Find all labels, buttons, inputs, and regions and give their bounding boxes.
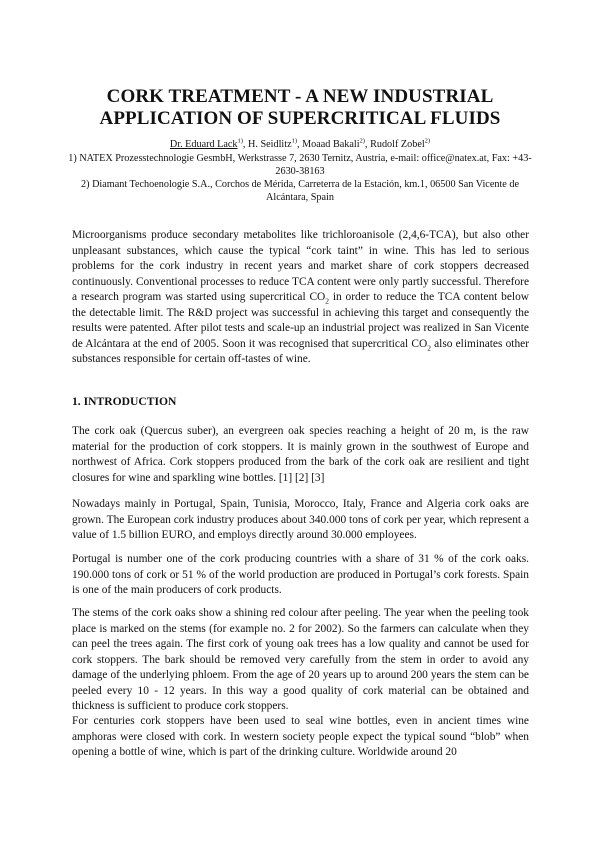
- author-2-affil: 1): [291, 137, 298, 145]
- author-4: , Rudolf Zobel: [364, 139, 425, 150]
- author-2: , H. Seidlitz: [242, 139, 292, 150]
- paper-title: [60, 86, 540, 130]
- affiliation-1: 1) NATEX Prozesstechnologie GesmbH, Werkstrasse 7, 2630 Ternitz, Austria, e-mail: office@natex.at, Fax: +43-2630-38163: [68, 153, 532, 177]
- intro-paragraph-5: For centuries cork stoppers have been used to seal wine bottles, even in ancient times wine amphoras were closed with cork. In western society people expect the typical sound “blob” when opening a bottle of wine, which is part of the drinking culture. Worldwide around 20: [72, 715, 529, 758]
- author-3-affil: 2): [359, 137, 365, 145]
- intro-paragraph-1: The cork oak (Quercus suber), an evergreen oak species reaching a height of 20 m, is the raw material for the production of cork stoppers. It is mainly grown in the southwest of Europe and northwest of Africa. Cork stoppers produced from the bark of the cork oak are resilient and tight closures for wine and sparkling wine bottles. [1] [2] [3]: [72, 425, 529, 484]
- section-heading-introduction: 1. INTRODUCTION: [72, 395, 177, 408]
- author-3: , Moaad Bakali: [297, 139, 360, 150]
- intro-paragraph-4: The stems of the cork oaks show a shining red colour after peeling. The year when the peeling took place is marked on the stems (for example no. 2 for 2002). So the farmers can calculate when they can peel the trees again. The first cork of young oak trees has a low quality and cannot be used for cork stoppers. The bark should be removed very carefully from the stem in order to avoid any damage of the underlying phloem. From the age of 20 years up to around 200 years the stem can be peeled every 10 - 12 years. In this way a good quality of cork material can be obtained and thickness is sufficient to produce cork stoppers.: [72, 607, 529, 712]
- affiliation-2: 2) Diamant Techoenologie S.A., Corchos de Mérida, Carreterra de la Estación, km.1, 06500 San Vicente de Alcántara, Spain: [81, 179, 519, 203]
- author-1: Dr. Eduard Lack: [169, 139, 238, 150]
- author-list: [60, 138, 540, 151]
- author-4-affil: 2): [424, 137, 431, 145]
- title-line-1: CORK TREATMENT - A NEW INDUSTRIAL: [106, 86, 494, 107]
- title-line-2: APPLICATION OF SUPERCRITICAL FLUIDS: [99, 108, 501, 129]
- intro-paragraph-2: Nowadays mainly in Portugal, Spain, Tunisia, Morocco, Italy, France and Algeria cork oaks are grown. The European cork industry produces about 340.000 tons of cork per year, which represent a value of 1.5 billion EURO, and employs directly around 30.000 employees.: [72, 498, 529, 541]
- abstract-paragraph: Microorganisms produce secondary metabolites like trichloroanisole (2,4,6-TCA), but also other unpleasant substances, which cause the typical “cork taint” in wine. This has led to serious problems for the cork industry in recent years and market share of cork stoppers decreased continuously. Conventional processes to reduce TCA content were only partly successful. Therefore a research program was started using supercritical $CO_2$ in order to reduce the TCA content below the detectable limit. The R&D project was successful in achieving this target and consequently the results were patented. After pilot tests and scale-up an industrial project was realized in San Vicente de Alcántara at the end of 2005. Soon it was recognised that supercritical $CO_2$ also eliminates other substances responsible for certain off-tastes of wine.: [72, 229, 529, 365]
- intro-paragraph-3: Portugal is number one of the cork producing countries with a share of 31 % of the cork oaks. 190.000 tons of cork or 51 % of the world production are produced in Portugal’s cork forests. Spain is one of the main producers of cork products.: [72, 553, 529, 596]
- author-1-affil: 1): [237, 137, 243, 145]
